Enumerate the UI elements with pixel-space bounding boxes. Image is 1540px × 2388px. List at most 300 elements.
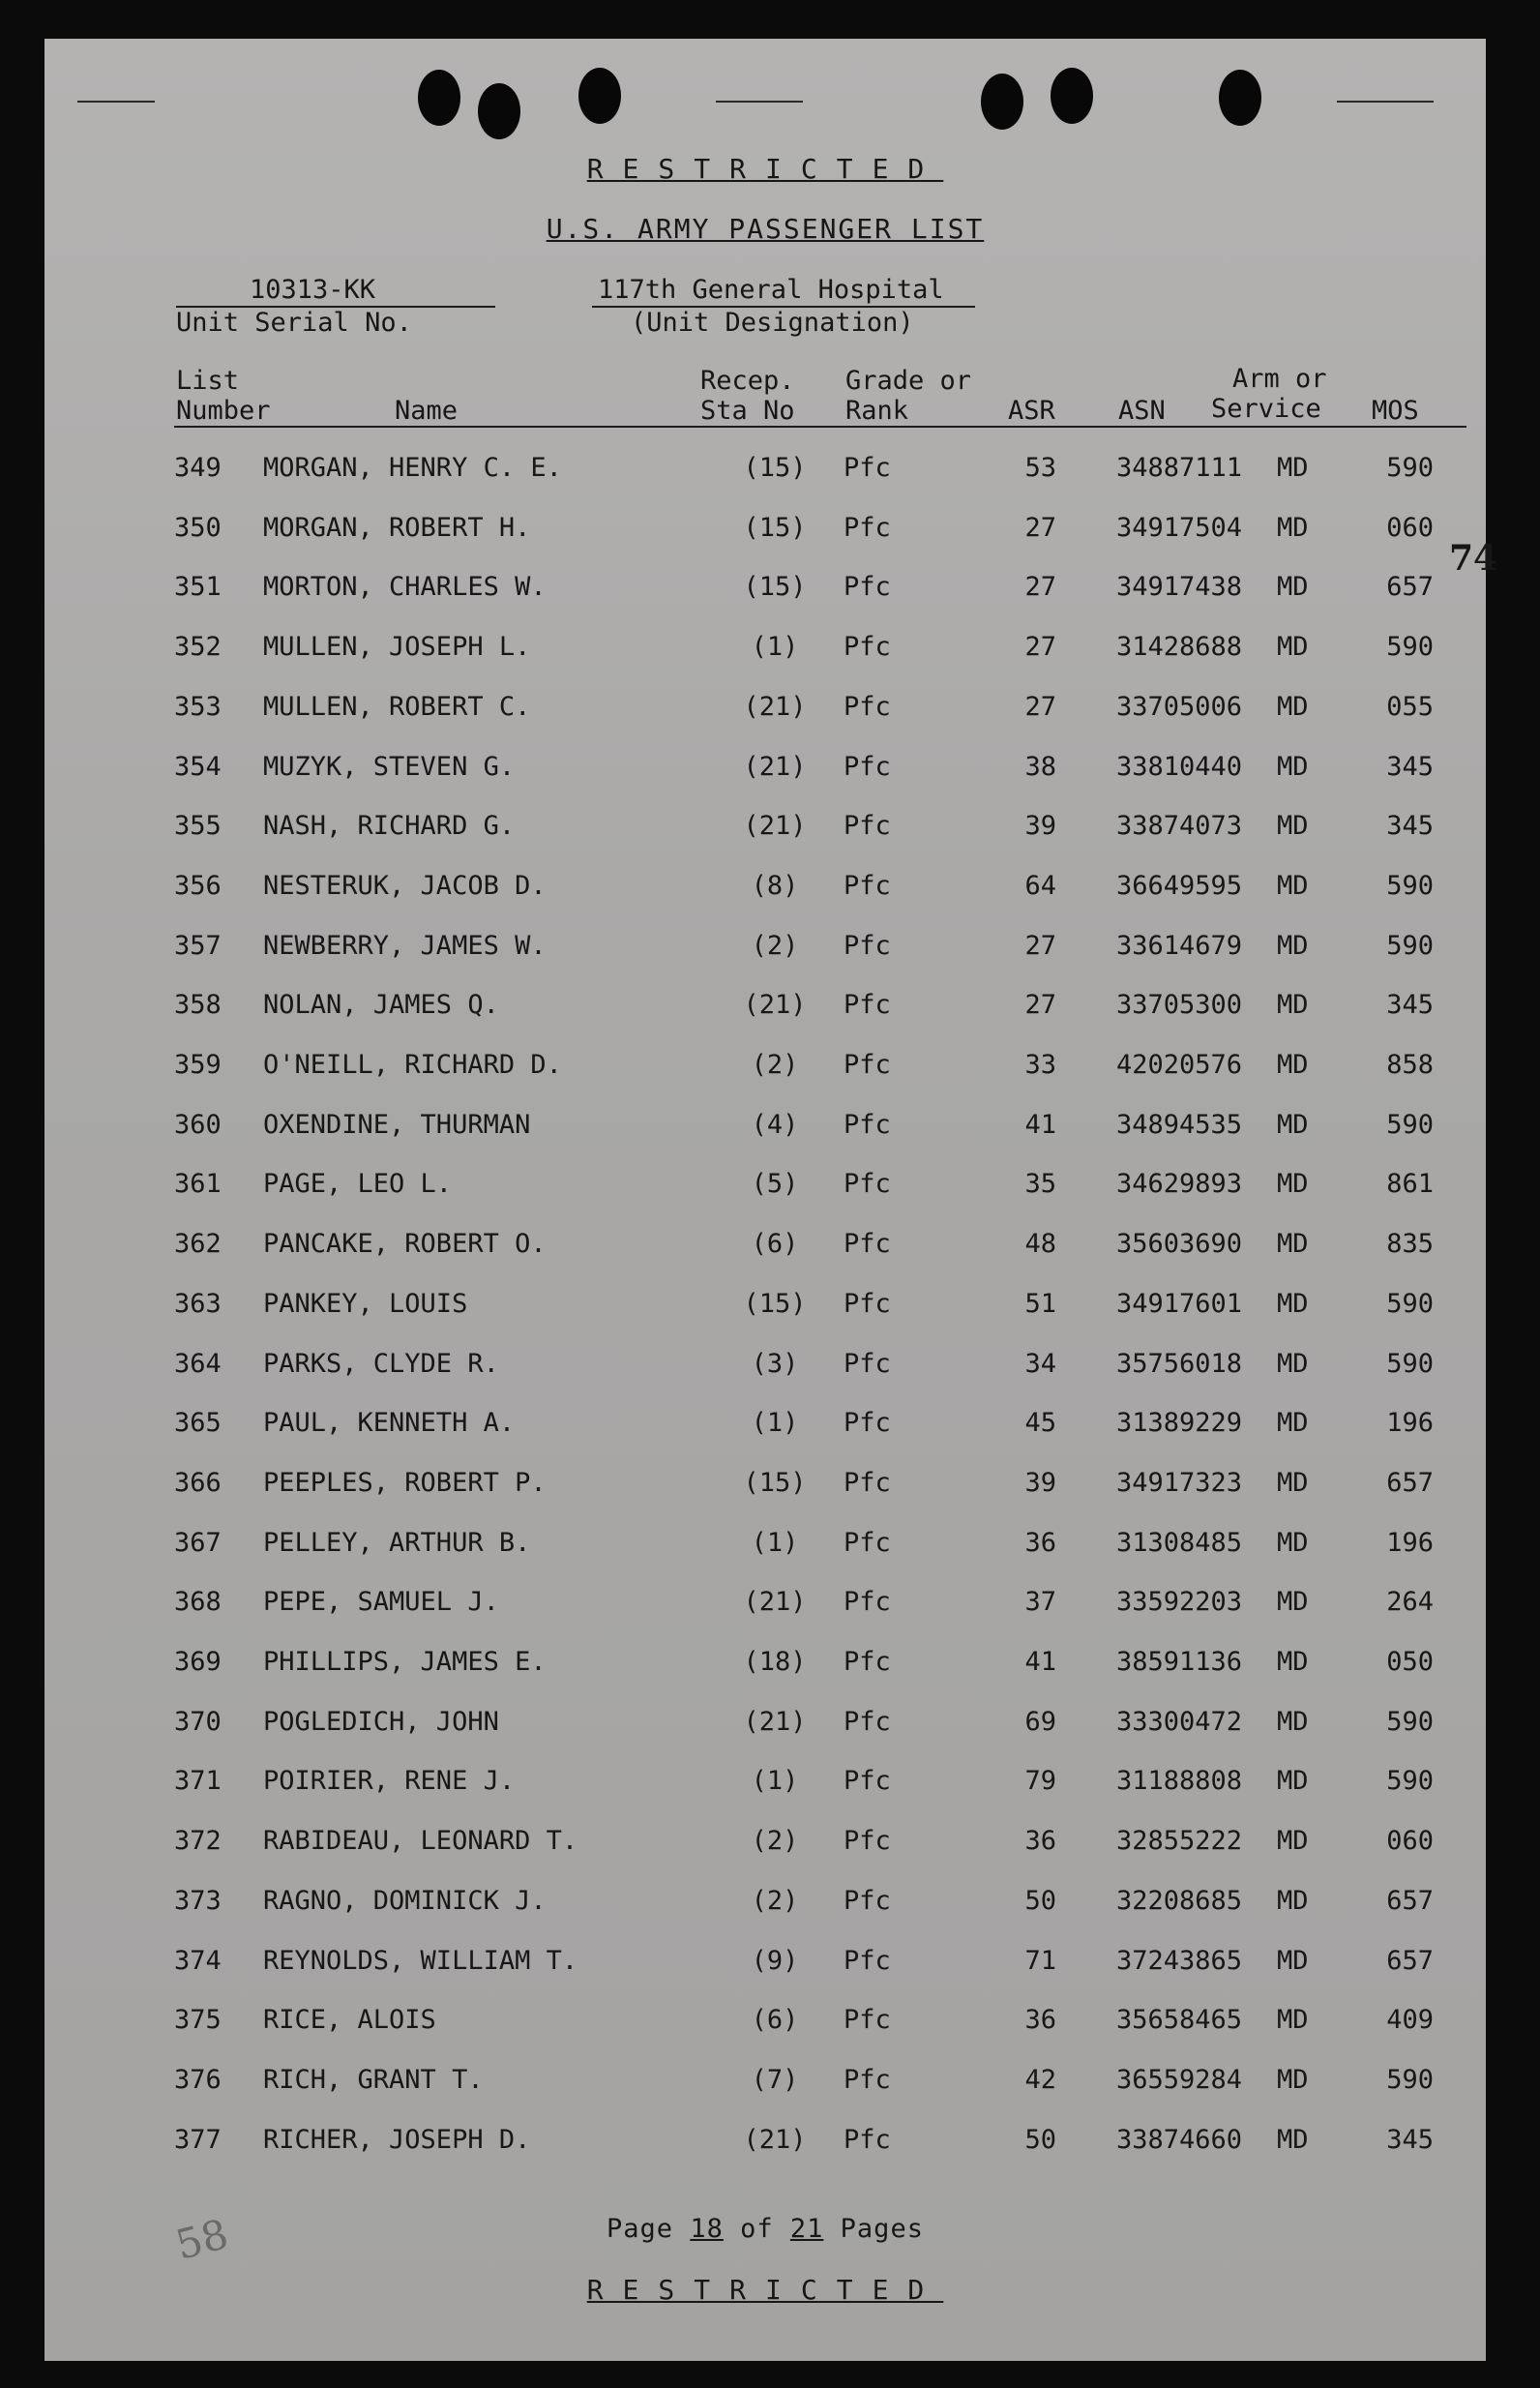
- cell-name: MORGAN, ROBERT H.: [263, 512, 531, 543]
- cell-asr: 39: [1024, 1467, 1056, 1498]
- cell-asr: 45: [1024, 1408, 1056, 1439]
- cell-asr: 36: [1024, 1826, 1056, 1857]
- cell-rank: Pfc: [844, 453, 891, 483]
- cell-mos: 409: [1386, 2005, 1434, 2036]
- cell-asn: 34917601: [1115, 1288, 1242, 1319]
- cell-num: 351: [174, 572, 222, 603]
- cell-num: 363: [174, 1288, 222, 1319]
- cell-asr: 27: [1024, 632, 1056, 663]
- cell-asr: 27: [1024, 691, 1056, 722]
- cell-asr: 42: [1024, 2064, 1056, 2095]
- cell-asn: 35658465: [1115, 2005, 1242, 2036]
- cell-arm: MD: [1277, 990, 1309, 1021]
- cell-name: PAGE, LEO L.: [263, 1169, 453, 1200]
- cell-mos: 590: [1386, 1109, 1434, 1140]
- col-grade-line2: Rank: [845, 396, 909, 426]
- table-row: [44, 1707, 1486, 1746]
- cell-name: PELLEY, ARTHUR B.: [263, 1527, 531, 1558]
- table-row: [44, 1587, 1486, 1626]
- cell-asn: 34917504: [1115, 512, 1242, 543]
- cell-sta: (6): [751, 2005, 799, 2036]
- cell-num: 367: [174, 1527, 222, 1558]
- cell-num: 355: [174, 811, 222, 842]
- cell-mos: 657: [1386, 1467, 1434, 1498]
- table-row: [44, 1528, 1486, 1567]
- cell-sta: (15): [743, 1288, 807, 1319]
- unit-serial-label: Unit Serial No.: [176, 308, 412, 338]
- cell-rank: Pfc: [844, 2005, 891, 2036]
- cell-arm: MD: [1277, 930, 1309, 961]
- header-underline: [174, 426, 1466, 428]
- cell-asr: 27: [1024, 930, 1056, 961]
- table-row: [44, 453, 1486, 492]
- col-arm-line1: Arm or: [1232, 364, 1327, 394]
- cell-name: PANKEY, LOUIS: [263, 1288, 468, 1319]
- cell-sta: (1): [751, 1408, 799, 1439]
- cell-num: 359: [174, 1050, 222, 1080]
- cell-arm: MD: [1277, 1169, 1309, 1200]
- cell-rank: Pfc: [844, 1229, 891, 1260]
- col-recep-sta-no: [700, 366, 795, 426]
- document-page: [44, 39, 1498, 2361]
- cell-rank: Pfc: [844, 691, 891, 722]
- cell-sta: (1): [751, 1527, 799, 1558]
- cell-num: 353: [174, 691, 222, 722]
- cell-name: RICH, GRANT T.: [263, 2064, 484, 2095]
- cell-rank: Pfc: [844, 1288, 891, 1319]
- table-row: [44, 1468, 1486, 1507]
- cell-rank: Pfc: [844, 1587, 891, 1618]
- table-row: [44, 1886, 1486, 1925]
- footer-page-number: 18: [690, 2214, 724, 2244]
- cell-asn: 34917438: [1115, 572, 1242, 603]
- footer-page-word: Page: [607, 2214, 674, 2244]
- col-asr: [1008, 396, 1055, 426]
- table-row: [44, 990, 1486, 1029]
- cell-name: POGLEDICH, JOHN: [263, 1706, 499, 1737]
- cell-asr: 27: [1024, 990, 1056, 1021]
- cell-num: 349: [174, 453, 222, 483]
- col-grade-rank: [845, 366, 971, 426]
- cell-mos: 590: [1386, 1288, 1434, 1319]
- cell-name: PAUL, KENNETH A.: [263, 1408, 516, 1439]
- cell-sta: (21): [743, 990, 807, 1021]
- table-row: [44, 811, 1486, 850]
- cell-mos: 861: [1386, 1169, 1434, 1200]
- cell-asr: 27: [1024, 512, 1056, 543]
- table-row: [44, 1766, 1486, 1805]
- cell-asr: 50: [1024, 2124, 1056, 2155]
- col-asn-label: ASN: [1118, 396, 1166, 426]
- table-row: [44, 1229, 1486, 1268]
- cell-arm: MD: [1277, 2005, 1309, 2036]
- cell-asr: 37: [1024, 1587, 1056, 1618]
- cell-sta: (21): [743, 751, 807, 782]
- cell-rank: Pfc: [844, 512, 891, 543]
- table-row: [44, 1946, 1486, 1985]
- cell-num: 369: [174, 1647, 222, 1677]
- cell-sta: (18): [743, 1647, 807, 1677]
- cell-rank: Pfc: [844, 990, 891, 1021]
- unit-designation-value: 117th General Hospital: [598, 275, 944, 305]
- cell-name: NOLAN, JAMES Q.: [263, 990, 499, 1021]
- cell-mos: 590: [1386, 930, 1434, 961]
- cell-name: MORTON, CHARLES W.: [263, 572, 547, 603]
- cell-name: PEPE, SAMUEL J.: [263, 1587, 499, 1618]
- cell-mos: 835: [1386, 1229, 1434, 1260]
- cell-rank: Pfc: [844, 1826, 891, 1857]
- margin-mark: [77, 101, 155, 103]
- cell-arm: MD: [1277, 1109, 1309, 1140]
- cell-arm: MD: [1277, 2124, 1309, 2155]
- cell-rank: Pfc: [844, 1945, 891, 1976]
- col-arm-service: [1211, 364, 1327, 424]
- cell-asn: 35756018: [1115, 1348, 1242, 1379]
- cell-arm: MD: [1277, 1408, 1309, 1439]
- cell-num: 360: [174, 1109, 222, 1140]
- footer-of-word: of: [740, 2214, 774, 2244]
- cell-name: RABIDEAU, LEONARD T.: [263, 1826, 578, 1857]
- col-name-label: Name: [395, 396, 459, 426]
- cell-arm: MD: [1277, 1945, 1309, 1976]
- margin-annotation: 74: [1449, 538, 1498, 579]
- table-row: [44, 2005, 1486, 2044]
- cell-name: POIRIER, RENE J.: [263, 1766, 516, 1797]
- cell-asn: 36559284: [1115, 2064, 1242, 2095]
- punch-hole: [478, 83, 520, 139]
- cell-num: 350: [174, 512, 222, 543]
- cell-asr: 50: [1024, 1885, 1056, 1916]
- cell-num: 361: [174, 1169, 222, 1200]
- cell-name: RICHER, JOSEPH D.: [263, 2124, 531, 2155]
- cell-sta: (4): [751, 1109, 799, 1140]
- cell-name: RICE, ALOIS: [263, 2005, 436, 2036]
- cell-arm: MD: [1277, 1050, 1309, 1080]
- cell-name: MUZYK, STEVEN G.: [263, 751, 516, 782]
- cell-rank: Pfc: [844, 1050, 891, 1080]
- table-row: [44, 1647, 1486, 1686]
- cell-num: 370: [174, 1706, 222, 1737]
- cell-num: 356: [174, 870, 222, 901]
- table-row: [44, 752, 1486, 791]
- cell-mos: 345: [1386, 811, 1434, 842]
- col-name: [395, 396, 458, 426]
- col-asr-label: ASR: [1008, 396, 1055, 426]
- cell-sta: (21): [743, 1587, 807, 1618]
- cell-num: 354: [174, 751, 222, 782]
- cell-asr: 41: [1024, 1647, 1056, 1677]
- cell-sta: (2): [751, 1050, 799, 1080]
- cell-asr: 35: [1024, 1169, 1056, 1200]
- col-grade-line1: Grade or: [845, 366, 972, 396]
- cell-sta: (5): [751, 1169, 799, 1200]
- cell-rank: Pfc: [844, 632, 891, 663]
- cell-asr: 71: [1024, 1945, 1056, 1976]
- cell-name: NASH, RICHARD G.: [263, 811, 516, 842]
- cell-rank: Pfc: [844, 811, 891, 842]
- cell-num: 373: [174, 1885, 222, 1916]
- cell-asr: 27: [1024, 572, 1056, 603]
- cell-asr: 53: [1024, 453, 1056, 483]
- restricted-label: RESTRICTED: [586, 153, 944, 185]
- cell-asn: 34629893: [1115, 1169, 1242, 1200]
- cell-asn: 42020576: [1115, 1050, 1242, 1080]
- table-row: [44, 2065, 1486, 2104]
- cell-rank: Pfc: [844, 2064, 891, 2095]
- cell-rank: Pfc: [844, 572, 891, 603]
- cell-asr: 64: [1024, 870, 1056, 901]
- cell-sta: (15): [743, 1467, 807, 1498]
- cell-asn: 33874660: [1115, 2124, 1242, 2155]
- col-recep-line2: Sta No: [700, 396, 795, 426]
- cell-name: PARKS, CLYDE R.: [263, 1348, 499, 1379]
- cell-asn: 38591136: [1115, 1647, 1242, 1677]
- col-recep-line1: Recep.: [700, 366, 795, 396]
- cell-asn: 34894535: [1115, 1109, 1242, 1140]
- punch-hole: [981, 74, 1023, 130]
- cell-asn: 33705300: [1115, 990, 1242, 1021]
- cell-sta: (21): [743, 1706, 807, 1737]
- cell-arm: MD: [1277, 1885, 1309, 1916]
- cell-name: MULLEN, JOSEPH L.: [263, 632, 531, 663]
- restricted-header: [44, 153, 1486, 185]
- cell-asn: 33300472: [1115, 1706, 1242, 1737]
- cell-arm: MD: [1277, 453, 1309, 483]
- cell-name: NEWBERRY, JAMES W.: [263, 930, 547, 961]
- cell-name: PHILLIPS, JAMES E.: [263, 1647, 547, 1677]
- cell-asr: 69: [1024, 1706, 1056, 1737]
- table-row: [44, 1050, 1486, 1089]
- cell-name: NESTERUK, JACOB D.: [263, 870, 547, 901]
- cell-rank: Pfc: [844, 1885, 891, 1916]
- cell-arm: MD: [1277, 1766, 1309, 1797]
- cell-sta: (15): [743, 512, 807, 543]
- cell-mos: 590: [1386, 870, 1434, 901]
- cell-arm: MD: [1277, 572, 1309, 603]
- cell-asr: 48: [1024, 1229, 1056, 1260]
- cell-arm: MD: [1277, 691, 1309, 722]
- cell-asr: 41: [1024, 1109, 1056, 1140]
- cell-asn: 31188808: [1115, 1766, 1242, 1797]
- cell-asr: 79: [1024, 1766, 1056, 1797]
- col-arm-line2: Service: [1211, 394, 1321, 424]
- cell-rank: Pfc: [844, 1109, 891, 1140]
- cell-rank: Pfc: [844, 751, 891, 782]
- cell-sta: (2): [751, 1885, 799, 1916]
- cell-arm: MD: [1277, 1467, 1309, 1498]
- cell-num: 366: [174, 1467, 222, 1498]
- cell-mos: 196: [1386, 1408, 1434, 1439]
- cell-num: 377: [174, 2124, 222, 2155]
- punch-hole: [418, 70, 460, 126]
- cell-asr: 36: [1024, 1527, 1056, 1558]
- table-row: [44, 1169, 1486, 1208]
- cell-num: 365: [174, 1408, 222, 1439]
- table-row: [44, 1289, 1486, 1328]
- cell-rank: Pfc: [844, 930, 891, 961]
- cell-name: REYNOLDS, WILLIAM T.: [263, 1945, 578, 1976]
- cell-sta: (8): [751, 870, 799, 901]
- cell-num: 368: [174, 1587, 222, 1618]
- cell-rank: Pfc: [844, 1647, 891, 1677]
- cell-asn: 33592203: [1115, 1587, 1242, 1618]
- table-row: [44, 1408, 1486, 1447]
- cell-mos: 590: [1386, 632, 1434, 663]
- col-mos-label: MOS: [1372, 396, 1419, 426]
- table-row: [44, 871, 1486, 910]
- cell-sta: (1): [751, 1766, 799, 1797]
- cell-mos: 060: [1386, 1826, 1434, 1857]
- cell-asn: 36649595: [1115, 870, 1242, 901]
- cell-arm: MD: [1277, 870, 1309, 901]
- cell-num: 357: [174, 930, 222, 961]
- cell-arm: MD: [1277, 1348, 1309, 1379]
- cell-num: 364: [174, 1348, 222, 1379]
- cell-arm: MD: [1277, 1229, 1309, 1260]
- cell-mos: 050: [1386, 1647, 1434, 1677]
- pencil-annotation: 58: [170, 2209, 233, 2270]
- cell-mos: 060: [1386, 512, 1434, 543]
- punch-hole: [578, 68, 621, 124]
- cell-mos: 264: [1386, 1587, 1434, 1618]
- cell-sta: (15): [743, 453, 807, 483]
- cell-rank: Pfc: [844, 2124, 891, 2155]
- cell-arm: MD: [1277, 751, 1309, 782]
- cell-num: 372: [174, 1826, 222, 1857]
- cell-asr: 34: [1024, 1348, 1056, 1379]
- cell-sta: (21): [743, 2124, 807, 2155]
- cell-sta: (1): [751, 632, 799, 663]
- cell-asr: 38: [1024, 751, 1056, 782]
- cell-arm: MD: [1277, 1706, 1309, 1737]
- col-list-number-line1: List: [176, 366, 240, 396]
- unit-serial-value: 10313-KK: [250, 275, 376, 305]
- cell-asr: 36: [1024, 2005, 1056, 2036]
- cell-mos: 590: [1386, 1766, 1434, 1797]
- cell-asn: 33810440: [1115, 751, 1242, 782]
- punch-hole: [1219, 70, 1261, 126]
- cell-name: PANCAKE, ROBERT O.: [263, 1229, 547, 1260]
- cell-asn: 31308485: [1115, 1527, 1242, 1558]
- cell-num: 358: [174, 990, 222, 1021]
- cell-num: 352: [174, 632, 222, 663]
- cell-name: OXENDINE, THURMAN: [263, 1109, 531, 1140]
- cell-name: RAGNO, DOMINICK J.: [263, 1885, 547, 1916]
- cell-sta: (2): [751, 930, 799, 961]
- cell-mos: 055: [1386, 691, 1434, 722]
- cell-asn: 31428688: [1115, 632, 1242, 663]
- cell-sta: (7): [751, 2064, 799, 2095]
- cell-arm: MD: [1277, 2064, 1309, 2095]
- cell-rank: Pfc: [844, 1408, 891, 1439]
- cell-rank: Pfc: [844, 1706, 891, 1737]
- table-row: [44, 1110, 1486, 1149]
- cell-arm: MD: [1277, 1587, 1309, 1618]
- table-row: [44, 1349, 1486, 1388]
- margin-mark: [716, 101, 803, 103]
- cell-asn: 33614679: [1115, 930, 1242, 961]
- table-row: [44, 572, 1486, 611]
- cell-sta: (6): [751, 1229, 799, 1260]
- cell-rank: Pfc: [844, 1348, 891, 1379]
- table-row: [44, 692, 1486, 731]
- table-row: [44, 632, 1486, 671]
- col-list-number-line2: Number: [176, 396, 271, 426]
- cell-mos: 657: [1386, 1885, 1434, 1916]
- cell-asn: 34887111: [1115, 453, 1242, 483]
- table-row: [44, 2125, 1486, 2164]
- cell-asn: 33705006: [1115, 691, 1242, 722]
- cell-num: 376: [174, 2064, 222, 2095]
- cell-asn: 32208685: [1115, 1885, 1242, 1916]
- cell-sta: (21): [743, 811, 807, 842]
- restricted-footer: [44, 2274, 1486, 2306]
- cell-mos: 590: [1386, 1348, 1434, 1379]
- cell-num: 371: [174, 1766, 222, 1797]
- cell-rank: Pfc: [844, 870, 891, 901]
- document-title: U.S. ARMY PASSENGER LIST: [546, 213, 985, 245]
- cell-arm: MD: [1277, 512, 1309, 543]
- cell-asn: 32855222: [1115, 1826, 1242, 1857]
- cell-mos: 196: [1386, 1527, 1434, 1558]
- cell-asn: 37243865: [1115, 1945, 1242, 1976]
- cell-mos: 345: [1386, 751, 1434, 782]
- col-list-number: [176, 366, 271, 426]
- restricted-footer-label: RESTRICTED: [586, 2274, 944, 2306]
- cell-name: MORGAN, HENRY C. E.: [263, 453, 562, 483]
- cell-arm: MD: [1277, 1288, 1309, 1319]
- cell-num: 362: [174, 1229, 222, 1260]
- cell-sta: (15): [743, 572, 807, 603]
- cell-arm: MD: [1277, 632, 1309, 663]
- footer-total-pages: 21: [789, 2214, 824, 2244]
- cell-arm: MD: [1277, 1647, 1309, 1677]
- cell-arm: MD: [1277, 1527, 1309, 1558]
- cell-sta: (3): [751, 1348, 799, 1379]
- cell-name: PEEPLES, ROBERT P.: [263, 1467, 547, 1498]
- cell-mos: 657: [1386, 1945, 1434, 1976]
- cell-arm: MD: [1277, 811, 1309, 842]
- cell-asr: 51: [1024, 1288, 1056, 1319]
- table-row: [44, 1826, 1486, 1865]
- col-asn: [1118, 396, 1166, 426]
- footer-pages-word: Pages: [840, 2214, 924, 2244]
- cell-sta: (9): [751, 1945, 799, 1976]
- cell-rank: Pfc: [844, 1527, 891, 1558]
- cell-asn: 35603690: [1115, 1229, 1242, 1260]
- cell-mos: 590: [1386, 1706, 1434, 1737]
- cell-arm: MD: [1277, 1826, 1309, 1857]
- cell-mos: 858: [1386, 1050, 1434, 1080]
- cell-sta: (21): [743, 691, 807, 722]
- cell-num: 375: [174, 2005, 222, 2036]
- cell-mos: 345: [1386, 2124, 1434, 2155]
- cell-mos: 657: [1386, 572, 1434, 603]
- punch-hole: [1051, 68, 1093, 124]
- cell-asr: 39: [1024, 811, 1056, 842]
- cell-mos: 345: [1386, 990, 1434, 1021]
- cell-asr: 33: [1024, 1050, 1056, 1080]
- table-row: [44, 513, 1486, 552]
- cell-rank: Pfc: [844, 1169, 891, 1200]
- cell-rank: Pfc: [844, 1766, 891, 1797]
- unit-designation-label: (Unit Designation): [631, 308, 914, 338]
- cell-rank: Pfc: [844, 1467, 891, 1498]
- cell-name: O'NEILL, RICHARD D.: [263, 1050, 562, 1080]
- margin-mark: [1337, 101, 1434, 103]
- page-footer: [44, 2214, 1486, 2244]
- cell-asn: 33874073: [1115, 811, 1242, 842]
